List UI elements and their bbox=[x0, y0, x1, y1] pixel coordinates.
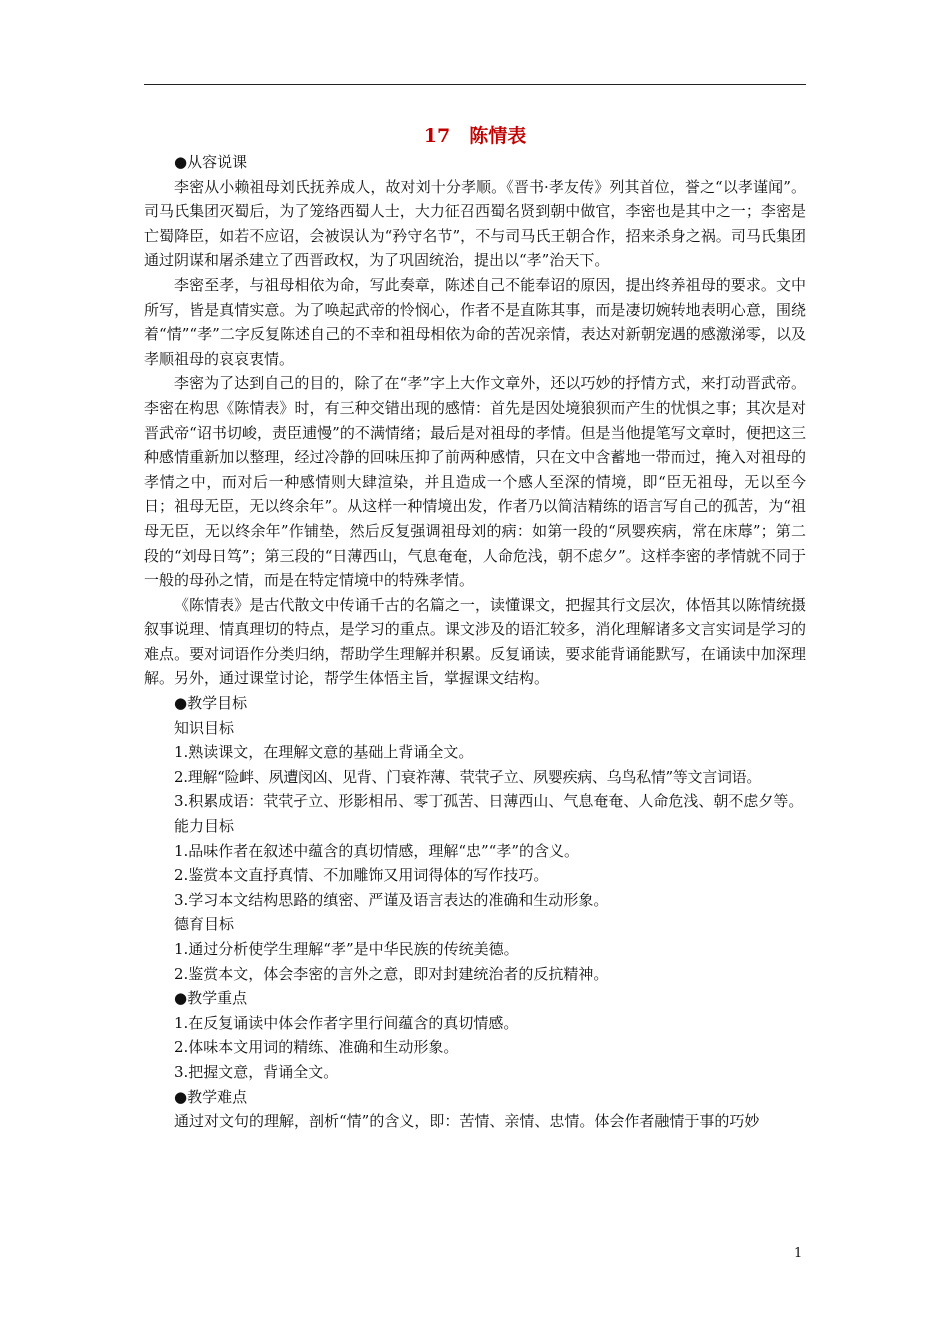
page-number: 1 bbox=[794, 1246, 803, 1261]
section-heading-goals: ●教学目标 bbox=[174, 694, 248, 713]
knowledge-item-2: 2.理解“险衅、夙遭闵凶、见背、门衰祚薄、茕茕孑立、夙婴疾病、乌鸟私情”等文言词语。 bbox=[174, 767, 762, 786]
section-heading-lesson-intro: ●从容说课 bbox=[174, 153, 248, 171]
paragraph-4: 《陈情表》是古代散文中传诵千古的名篇之一，读懂课文，把握其行文层次，体悟其以陈情统摄叙事说理、情真理切的特点，是学习的重点。课文涉及的语汇较多，消化理解诸多文言实词是学习的难点。要对词语作分类归纳，帮助学生理解并积累。反复诵读，要求能背诵能默写，在诵读中加深理解。另外，通过课堂讨论，帮学生体悟主旨，掌握课文结构。 bbox=[144, 595, 806, 688]
moral-item-1: 1.通过分析使学生理解“孝”是中华民族的传统美德。 bbox=[174, 940, 519, 958]
moral-item-2: 2.鉴赏本文，体会李密的言外之意，即对封建统治者的反抗精神。 bbox=[174, 964, 609, 983]
section-heading-difficulty: ●教学难点 bbox=[174, 1087, 248, 1106]
difficulty-text: 通过对文句的理解，剖析“情”的含义，即：苦情、亲情、忠情。体会作者融情于事的巧妙 bbox=[174, 1112, 760, 1131]
paragraph-3: 李密为了达到自己的目的，除了在“孝”字上大作文章外，还以巧妙的抒情方式，来打动晋武帝。李密在构思《陈情表》时，有三种交错出现的感情：首先是因处境狼狈而产生的忧惧之事；其次是对晋武帝“诏书切峻，责臣逋慢”的不满情绪；最后是对祖母的孝情。但是当他提笔写文章时，便把这三种感情重新加以整理，经过冷静的回味压抑了前两种感情，只在文中含蓄地一带而过，掩入对祖母的孝情之中，而对后一种感情则大肆渲染，并且造成一个感人至深的情境，即“臣无祖母，无以至今日；祖母无臣，无以终余年”。从这样一种情境出发，作者乃以简洁精练的语言写自己的孤苦，为“祖母无臣，无以终余年”作铺垫，然后反复强调祖母刘的病：如第一段的“夙婴疾病，常在床蓐”；第二段的“刘母日笃”；第三段的“日薄西山，气息奄奄，人命危浅，朝不虑夕”。这样李密的孝情就不同于一般的母孙之情，而是在特定情境中的特殊孝情。 bbox=[144, 374, 806, 590]
paragraph-1: 李密从小赖祖母刘氏抚养成人，故对刘十分孝顺。《晋书·孝友传》列其首位，誉之“以孝谨闻”。司马氏集团灭蜀后，为了笼络西蜀人士，大力征召西蜀名贤到朝中做官，李密也是其中之一；李密是亡蜀降臣，如若不应诏，会被误认为“矜守名节”，不与司马氏王朝合作，招来杀身之祸。司马氏集团通过阴谋和屠杀建立了西晋政权，为了巩固统治，提出以“孝”治天下。 bbox=[144, 177, 806, 270]
page-title: 17 陈情表 bbox=[423, 125, 527, 147]
knowledge-item-3: 3.积累成语：茕茕孑立、形影相吊、零丁孤苦、日薄西山、气息奄奄、人命危浅、朝不虑夕等。 bbox=[174, 792, 804, 811]
subheading-knowledge: 知识目标 bbox=[174, 718, 235, 737]
key-point-1: 1.在反复诵读中体会作者字里行间蕴含的真切情感。 bbox=[174, 1013, 519, 1032]
key-point-2: 2.体味本文用词的精练、准确和生动形象。 bbox=[174, 1038, 459, 1057]
document-body bbox=[144, 124, 806, 1134]
paragraph-2: 李密至孝，与祖母相依为命，写此奏章，陈述自己不能奉诏的原因，提出终养祖母的要求。文中所写，皆是真情实意。为了唤起武帝的怜悯心，作者不是直陈其事，而是凄切婉转地表明心意，围绕着“情”“孝”二字反复陈述自己的不幸和祖母相依为命的苦况亲情，表达对新朝宠遇的感激涕零，以及孝顺祖母的哀哀衷情。 bbox=[144, 275, 806, 368]
ability-item-1: 1.品味作者在叙述中蕴含的真切情感，理解“忠”“孝”的含义。 bbox=[174, 841, 579, 860]
ability-item-2: 2.鉴赏本文直抒真情、不加雕饰又用词得体的写作技巧。 bbox=[174, 866, 549, 885]
subheading-ability: 能力目标 bbox=[174, 817, 235, 836]
ability-item-3: 3.学习本文结构思路的缜密、严谨及语言表达的准确和生动形象。 bbox=[174, 890, 609, 909]
key-point-3: 3.把握文意，背诵全文。 bbox=[174, 1062, 339, 1081]
section-heading-key-points: ●教学重点 bbox=[174, 989, 248, 1008]
subheading-moral: 德育目标 bbox=[174, 915, 235, 934]
knowledge-item-1: 1.熟读课文，在理解文意的基础上背诵全文。 bbox=[174, 743, 474, 762]
header-rule bbox=[144, 84, 806, 85]
